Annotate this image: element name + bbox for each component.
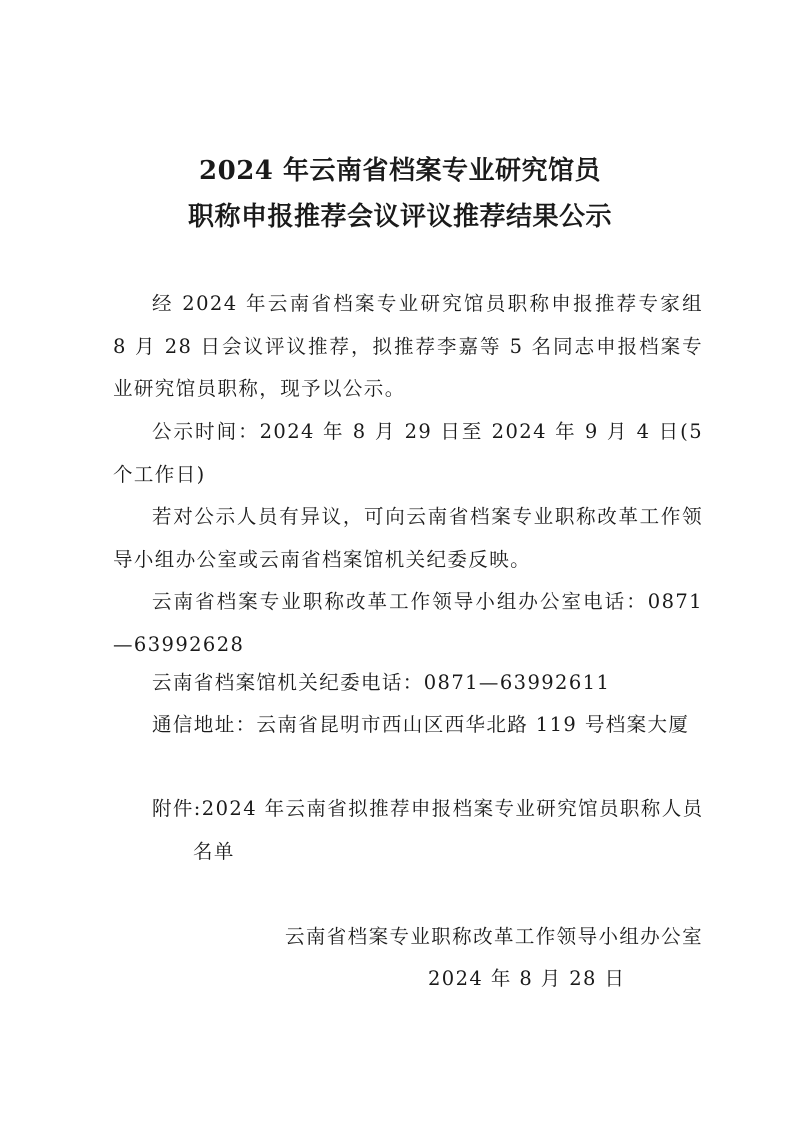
body-paragraph-3-block bbox=[113, 496, 703, 581]
signature-organization: 云南省档案专业职称改革工作领导小组办公室 bbox=[284, 925, 703, 948]
body-paragraph-1-block bbox=[113, 283, 703, 411]
document-title-line-2: 职称申报推荐会议评议推荐结果公示 bbox=[187, 202, 612, 232]
attachment-line-1: 附件:2024 年云南省拟推荐申报档案专业研究馆员职称人员 bbox=[152, 797, 704, 820]
publicity-period-paragraph: 公示时间：2024 年 8 月 29 日至 2024 年 9 月 4 日(5 个工作日) bbox=[113, 420, 703, 486]
signature-date: 2024 年 8 月 28 日 bbox=[428, 967, 626, 990]
body-paragraph-4-block bbox=[113, 581, 703, 666]
address-line: 通信地址：云南省昆明市西山区西华北路 119 号档案大厦 bbox=[152, 713, 690, 736]
archives-phone-line: 云南省档案馆机关纪委电话：0871—63992611 bbox=[152, 671, 611, 694]
body-paragraph-2-block bbox=[113, 411, 703, 496]
office-phone-paragraph: 云南省档案专业职称改革工作领导小组办公室电话：0871—63992628 bbox=[113, 590, 703, 656]
document-title-line-1: 2024 年云南省档案专业研究馆员 bbox=[199, 156, 601, 186]
attachment-line-2: 名单 bbox=[193, 840, 235, 863]
objection-paragraph: 若对公示人员有异议，可向云南省档案专业职称改革工作领导小组办公室或云南省档案馆机关纪委反映。 bbox=[113, 505, 703, 571]
body-paragraph-1: 经 2024 年云南省档案专业研究馆员职称申报推荐专家组 8 月 28 日会议评议推荐，拟推荐李嘉等 5 名同志申报档案专业研究馆员职称，现予以公示。 bbox=[113, 292, 703, 400]
